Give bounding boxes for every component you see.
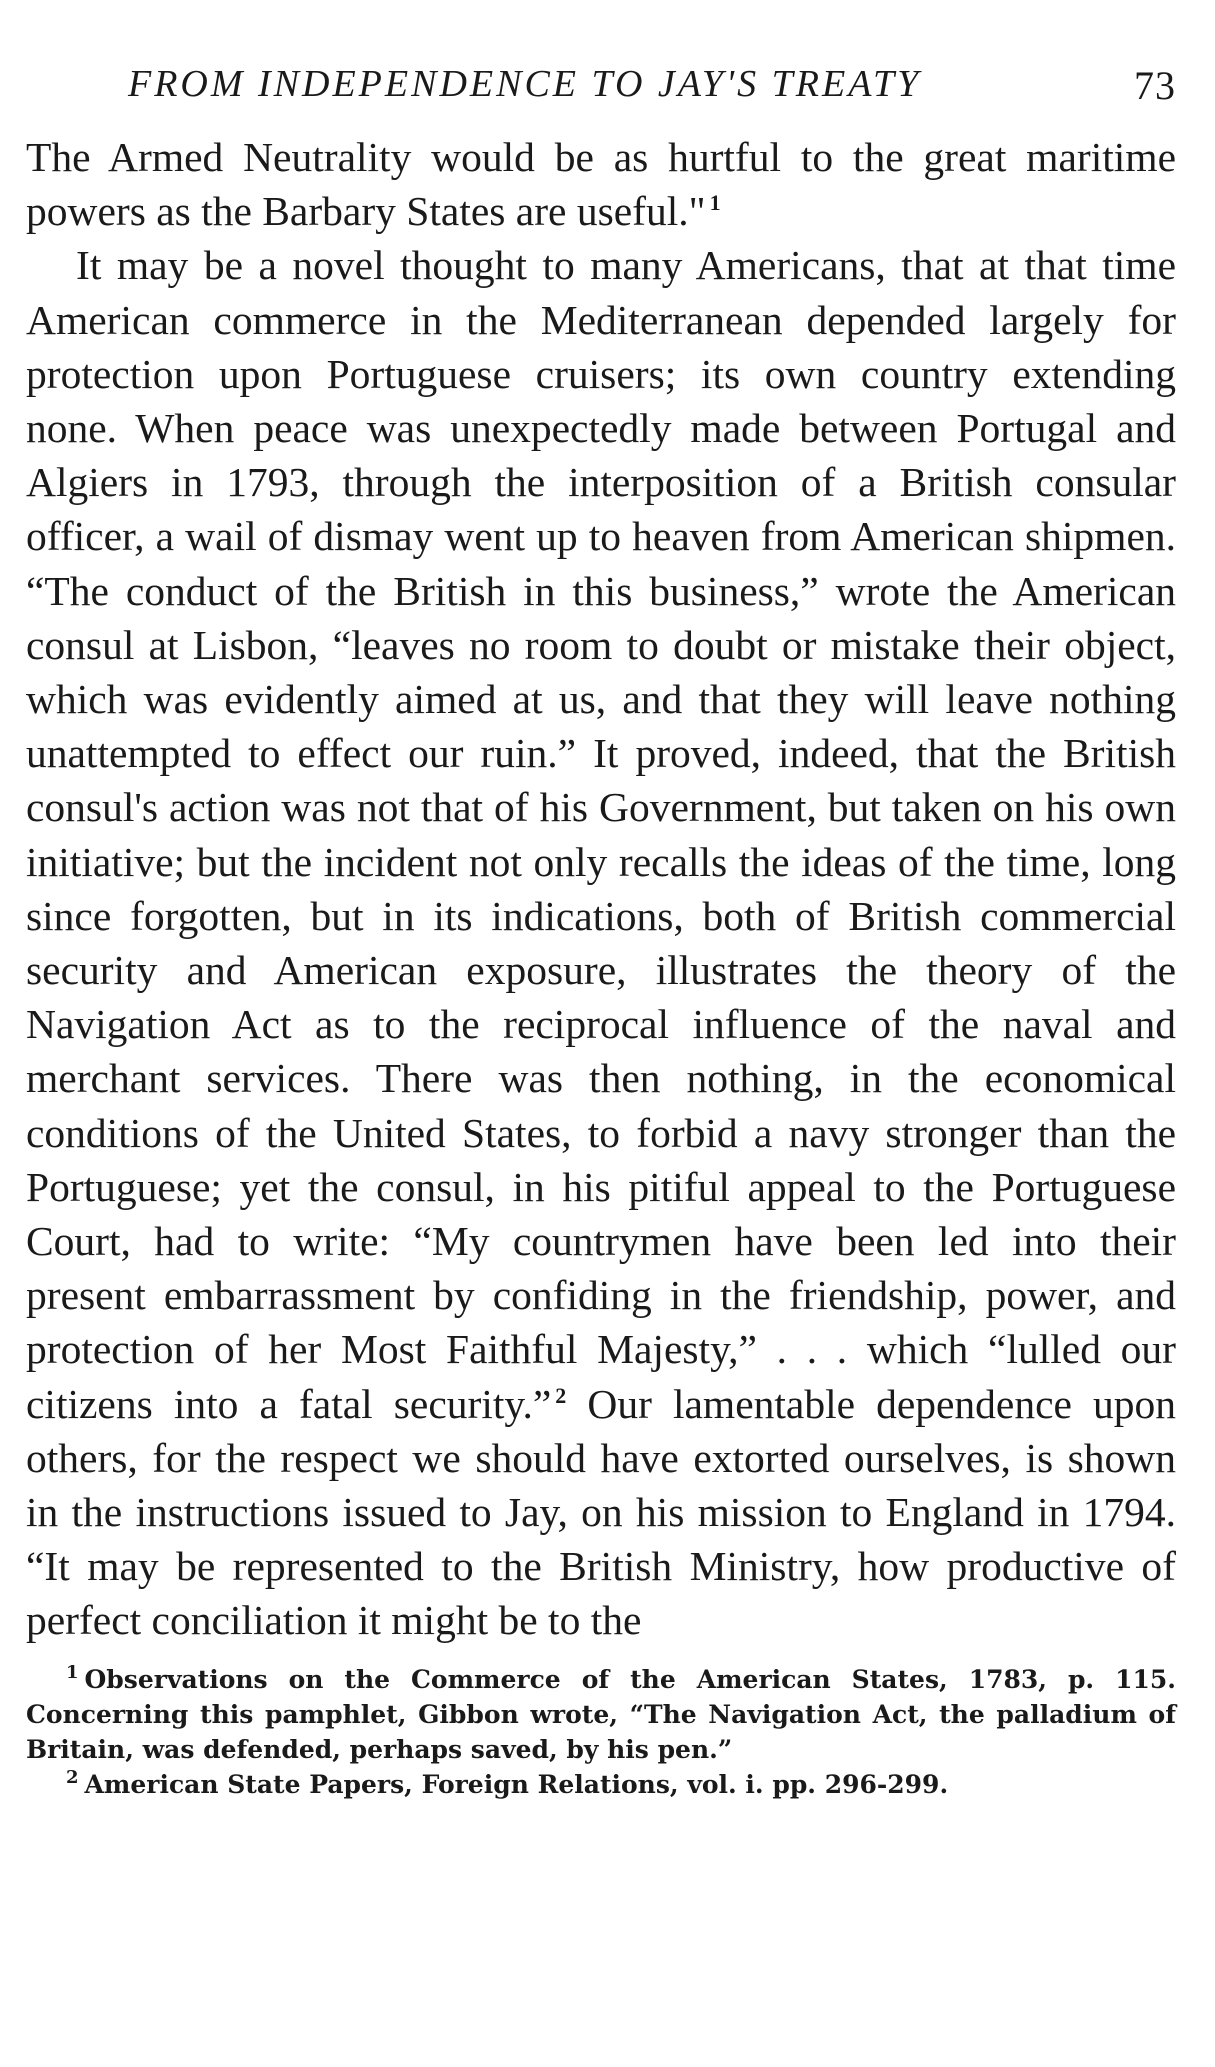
body-text (26, 130, 1176, 1648)
footnotes (26, 1662, 1176, 1802)
paragraph-text: It may be a novel thought to many Americans, that at that time American commerce in the Mediterranean depended largely for protection upon Portuguese cruisers; its own country extending none. When peace was unexpectedly made between Portugal and Algiers in 1793, through the interposition of a British consular officer, a wail of dismay went up to heaven from American shipmen. “The conduct of the British in this business,” wrote the American consul at Lisbon, “leaves no room to doubt or mistake their object, which was evidently aimed at us, and that they will leave nothing unattempted to effect our ruin.” It proved, indeed, that the British consul's action was not that of his Government, but taken on his own initiative; but the incident not only recalls the ideas of the time, long since forgotten, but in its indications, both of British commercial security and American exposure, illustrates the theory of the Navigation Act as to the reciprocal influence of the naval and merchant services. There was then nothing, in the economical conditions of the United States, to forbid a navy stronger than the Portuguese; yet the consul, in his pitiful appeal to the Portuguese Court, had to write: “My countrymen have been led into their present embarrassment by confiding in the friendship, power, and protection of her Most Faithful Majesty,” . . . which “lulled our citizens into a fatal security.” (26, 242, 1176, 1427)
running-head (26, 58, 1176, 118)
footnote (26, 1767, 1176, 1802)
footnote-mark: 1 (66, 1662, 79, 1684)
footnote-mark: 2 (66, 1767, 79, 1789)
paragraph-text: Our lamentable dependence upon others, for the respect we should have extorted ourselves, is shown in the instructions issued to Jay, on his mission to England in 1794. “It may be represented to the British Ministry, how productive of perfect conciliation it might be to the (26, 1380, 1177, 1644)
footnote-text: Observations on the Commerce of the American States, 1783, p. 115. Concerning this pamphlet, Gibbon wrote, “The Navigation Act, the palladium of Britain, was defended, perhaps saved, by his pen.” (26, 1664, 1176, 1764)
footnote-reference: 2 (555, 1382, 567, 1408)
page-number: 73 (1134, 63, 1176, 108)
paragraph (26, 238, 1176, 1647)
paragraph-text: The Armed Neutrality would be as hurtful to the great maritime powers as the Barbary States are useful." (26, 134, 1176, 235)
paragraph (26, 130, 1176, 238)
book-page (26, 58, 1176, 1802)
footnote (26, 1662, 1176, 1767)
footnote-text: American State Papers, Foreign Relations, vol. i. pp. 296-299. (84, 1769, 949, 1799)
footnote-reference: 1 (709, 190, 721, 216)
running-title: FROM INDEPENDENCE TO JAY'S TREATY (128, 63, 922, 105)
